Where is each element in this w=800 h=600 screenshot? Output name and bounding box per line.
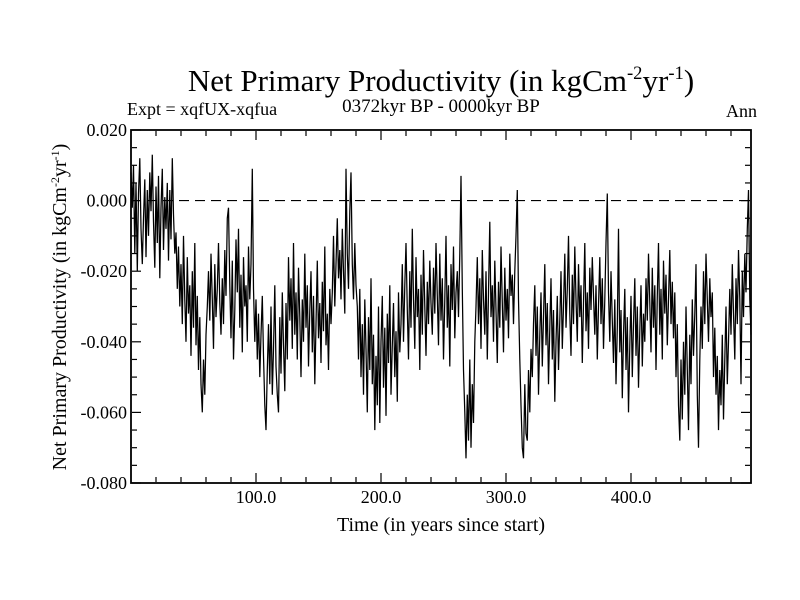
y-tick-label: 0.020 (86, 120, 127, 140)
chart-title-superscript-minus1: -1 (668, 63, 684, 85)
y-axis-title-text-yr: yr (49, 160, 71, 178)
x-tick-label: 200.0 (360, 487, 402, 507)
experiment-label: Expt = xqfUX-xqfua (127, 99, 278, 119)
y-tick-label: -0.060 (80, 402, 127, 423)
y-tick-label: -0.040 (80, 331, 127, 352)
chart-subtitle: 0372kyr BP - 0000kyr BP (342, 96, 540, 117)
x-tick-label: 100.0 (235, 487, 277, 507)
y-tick-label: 0.000 (86, 190, 127, 211)
chart-title-close-paren: ) (683, 63, 695, 98)
y-axis-title-superscript-minus1: -1 (47, 150, 62, 161)
chart-title-text-yr: yr (642, 63, 669, 98)
y-axis-title-text: Net Primary Productivity (in kgCm (49, 187, 71, 471)
y-tick-label: -0.020 (80, 261, 127, 282)
y-axis-title-close-paren: ) (49, 143, 71, 151)
x-tick-label: 400.0 (610, 487, 652, 507)
y-axis-title-superscript-minus2: -2 (47, 177, 62, 188)
chart-title-text: Net Primary Productivity (in kgCm (187, 63, 627, 98)
y-tick-label: -0.080 (80, 473, 127, 493)
chart-title-superscript-minus2: -2 (626, 63, 643, 85)
x-axis-title: Time (in years since start) (336, 514, 546, 536)
x-axis-ticks (156, 131, 731, 482)
period-label: Ann (726, 101, 757, 121)
x-tick-label: 300.0 (485, 487, 527, 507)
